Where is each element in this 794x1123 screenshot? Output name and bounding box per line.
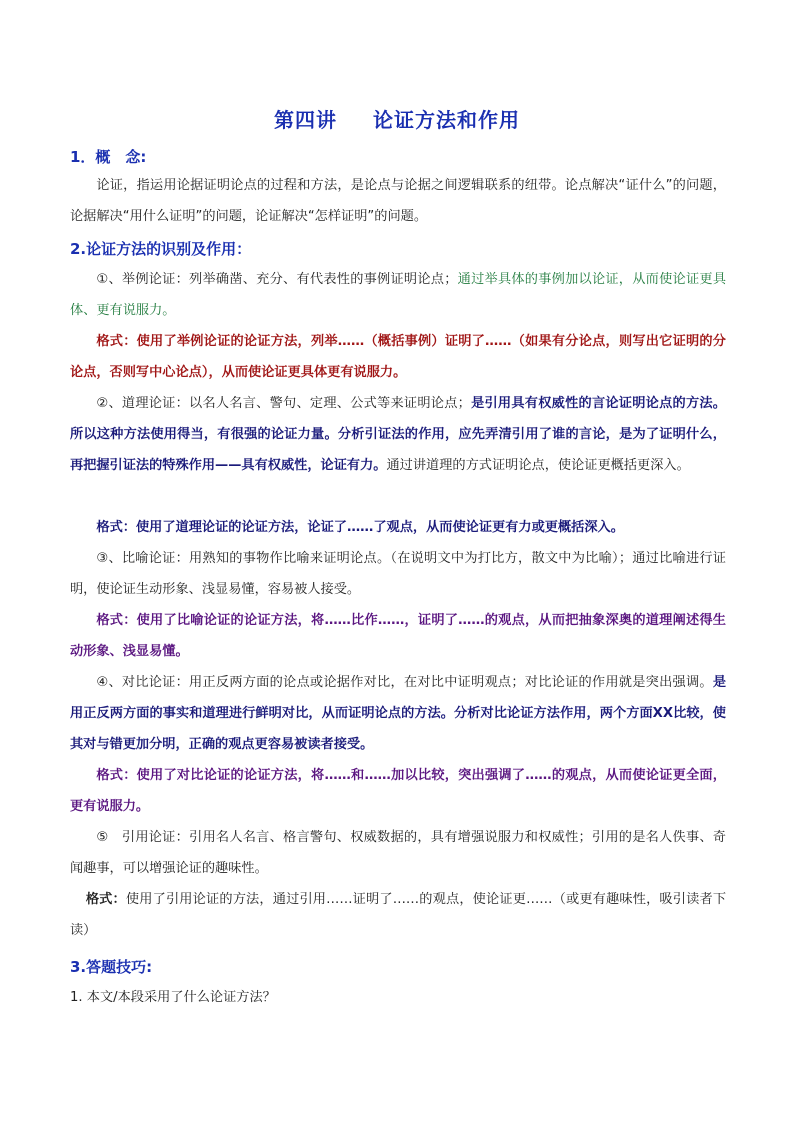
title-lecture: 第四讲 xyxy=(274,108,337,132)
method-1-format: 格式：使用了举例论证的论证方法，列举……（概括事例）证明了……（如果有分论点，则写出它证明的分论点，否则写中心论点），从而使论证更具体更有说服力。 xyxy=(70,334,726,380)
method-1-text: ①、举例论证：列举确凿、充分、有代表性的事例证明论点； xyxy=(96,272,458,287)
question-1: 1. 本文/本段采用了什么论证方法？ xyxy=(70,990,276,1005)
page-title xyxy=(0,104,794,133)
section-1-text: 论证，指运用论据证明论点的过程和方法，是论点与论据之间逻辑联系的纽带。论点解决“证什么”的问题，论据解决“用什么证明”的问题，论证解决“怎样证明”的问题。 xyxy=(70,178,726,224)
method-2-bold: 是引用具有权威性的言论证明论点的方法。所以这种方法使用得当，有很强的论证力量。分析引证法的作用，应先弄清引用了谁的言论，是为了证明什么，再把握引证法的特殊作用——具有权威性，论证有力。 xyxy=(70,396,726,473)
method-2-format: 格式：使用了道理论证的论证方法，论证了……了观点，从而使论证更有力或更概括深入。 xyxy=(96,520,624,535)
method-2 xyxy=(70,388,726,481)
method-2-text: ②、道理论证：以名人名言、警句、定理、公式等来证明论点； xyxy=(96,396,471,411)
method-1-effect: 通过举具体的事例加以论证，从而使论证更具体、更有说服力。 xyxy=(70,272,727,318)
method-3-text: ③、比喻论证：用熟知的事物作比喻来证明论点。（在说明文中为打比方，散文中为比喻）；通过比喻进行证明，使论证生动形象、浅显易懂，容易被人接受。 xyxy=(70,551,726,597)
method-3-format: 格式：使用了比喻论证的论证方法，将……比作……，证明了……的观点，从而把抽象深奥的道理阐述得生动形象、浅显易懂。 xyxy=(70,613,726,659)
title-topic: 论证方法和作用 xyxy=(373,108,520,132)
method-4 xyxy=(70,667,726,760)
method-4-text: ④、对比论证：用正反两方面的论点或论据作对比，在对比中证明观点；对比论证的作用就是突出强调。 xyxy=(96,675,713,690)
section-3-heading: 3.答题技巧: xyxy=(70,958,153,976)
method-5-format xyxy=(70,884,726,946)
method-4-format: 格式：使用了对比论证的论证方法，将……和……加以比较，突出强调了……的观点，从而使论证更全面，更有说服力。 xyxy=(70,768,726,814)
method-5-format-text: 使用了引用论证的方法，通过引用……证明了……的观点，使论证更……（或更有趣味性，吸引读者下读） xyxy=(70,892,727,938)
section-2-heading: 2.论证方法的识别及作用： xyxy=(70,240,252,258)
section-1-heading: 1．概 念: xyxy=(70,148,147,166)
method-5-text: ⑤ 引用论证：引用名人名言、格言警句、权威数据的，具有增强说服力和权威性；引用的是名人佚事、奇闻趣事，可以增强论证的趣味性。 xyxy=(70,830,726,876)
method-4-bold: 是用正反两方面的事实和道理进行鲜明对比，从而证明论点的方法。分析对比论证方法作用，两个方面XX比较，使其对与错更加分明，正确的观点更容易被读者接受。 xyxy=(70,675,726,752)
method-2-tail: 通过讲道理的方式证明论点，使论证更概括更深入。 xyxy=(386,458,690,473)
method-1 xyxy=(70,264,726,326)
method-5-format-label: 格式： xyxy=(85,892,126,907)
